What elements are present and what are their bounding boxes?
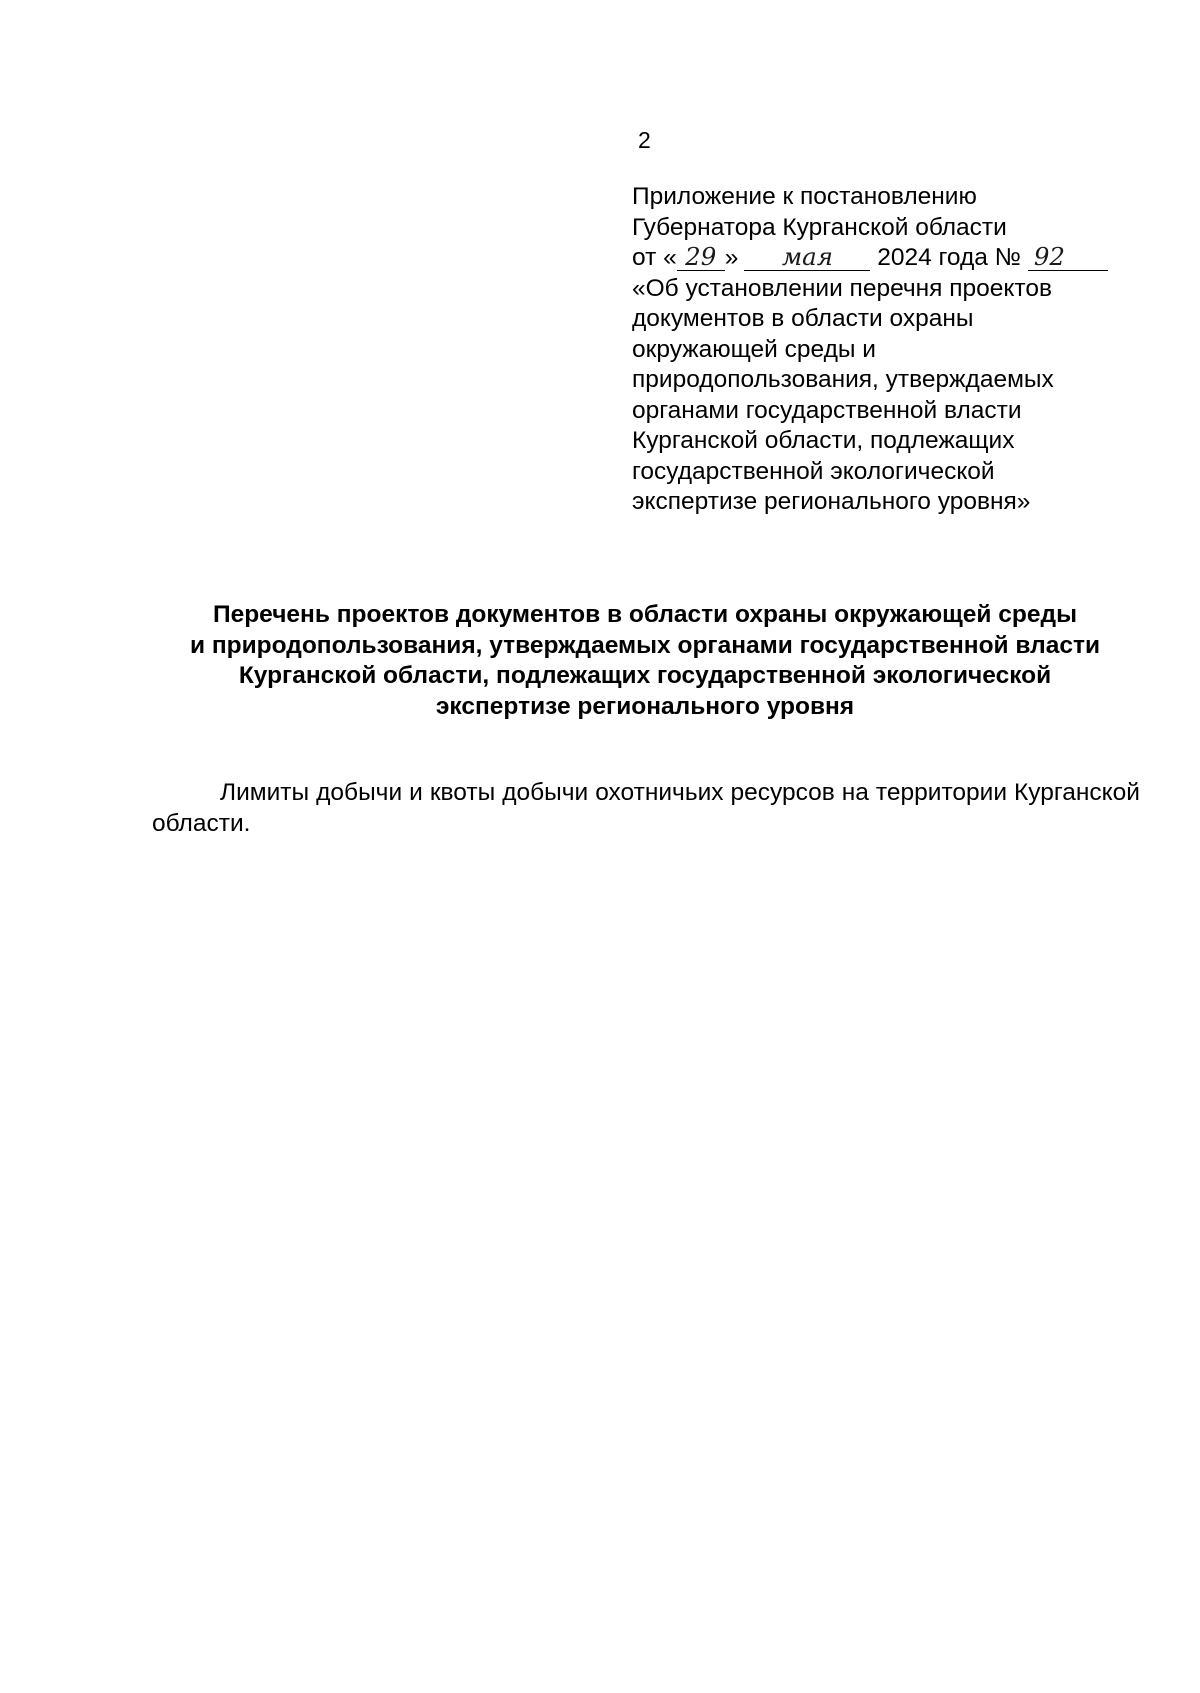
page-number: 2	[638, 127, 651, 153]
date-prefix: от «	[632, 244, 677, 271]
handwritten-number: 92	[1028, 244, 1108, 271]
date-year: 2024 года №	[877, 244, 1022, 271]
date-day-suffix: »	[724, 244, 739, 271]
annex-subject-line: «Об установлении перечня проектов	[632, 274, 1052, 302]
annex-date-line	[632, 243, 1152, 274]
body-paragraph: Лимиты добычи и квоты добычи охотничьих ресурсов на территории Курганской области.	[152, 779, 1140, 837]
title-line: и природопользования, утверждаемых органами государственной власти	[189, 631, 1101, 659]
title-line: Курганской области, подлежащих государственной экологической	[238, 662, 1052, 689]
handwritten-month: мая	[744, 244, 870, 271]
annex-subject-line: Курганской области, подлежащих	[632, 427, 1015, 454]
handwritten-day: 29	[677, 244, 725, 271]
title-line: Перечень проектов документов в области охраны окружающей среды	[212, 601, 1077, 628]
annex-line-2: Губернатора Курганской области	[632, 213, 1007, 241]
annex-subject-line: государственной экологической	[632, 457, 995, 485]
annex-subject-line: окружающей среды и	[632, 335, 876, 363]
title-line: экспертизе регионального уровня	[435, 692, 855, 720]
annex-subject-line: экспертизе регионального уровня»	[632, 488, 1031, 515]
annex-subject-line: органами государственной власти	[632, 396, 1022, 424]
annex-line-1: Приложение к постановлению	[632, 183, 977, 210]
annex-subject-line: природопользования, утверждаемых	[632, 366, 1054, 393]
document-title	[140, 600, 1150, 722]
annex-header	[632, 182, 1152, 518]
annex-subject-line: документов в области охраны	[632, 305, 974, 332]
